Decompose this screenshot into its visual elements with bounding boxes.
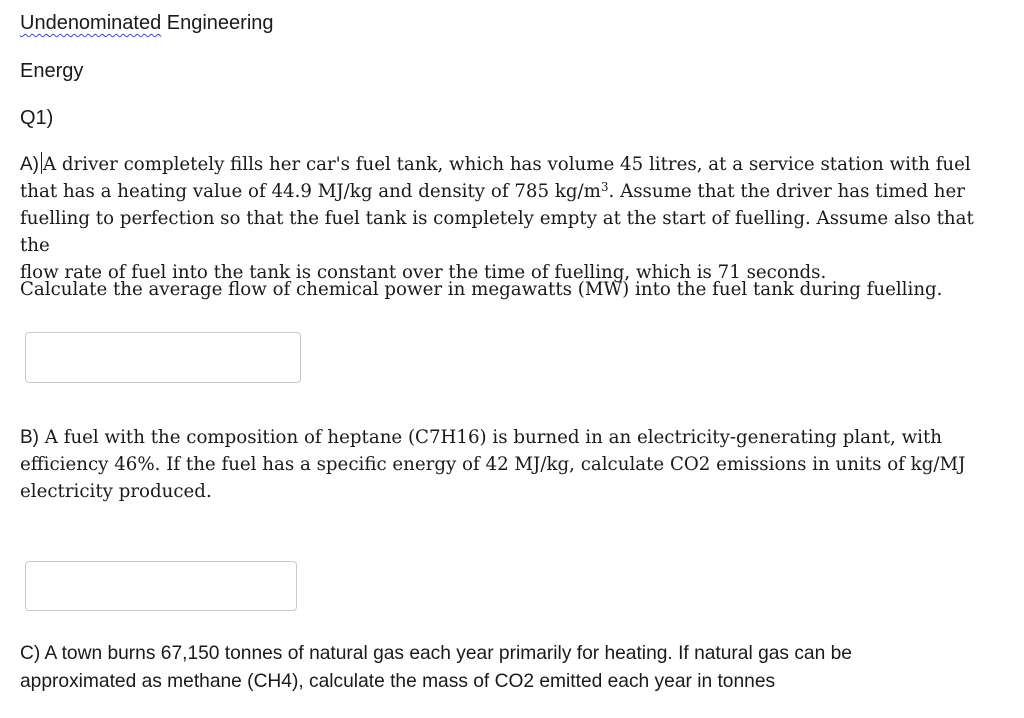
- part-c-line-1: C) A town burns 67,150 tonnes of natural gas each year primarily for heating. If natural gas can be: [20, 643, 852, 664]
- topic-heading: Energy: [20, 60, 84, 82]
- part-a-task: Calculate the average flow of chemical power in megawatts (MW) into the fuel tank during fuelling.: [20, 279, 943, 300]
- part-b-answer-input[interactable]: [25, 561, 297, 611]
- part-a-question: [20, 151, 995, 286]
- part-a-line-2b: . Assume that the driver has timed her: [608, 181, 965, 202]
- part-c-question: [20, 640, 995, 696]
- part-b-question: [20, 424, 995, 505]
- part-a-line-1: A driver completely fills her car's fuel tank, which has volume 45 litres, at a service station with fuel: [43, 154, 971, 175]
- part-b-label: B): [20, 427, 39, 448]
- course-title-word-misspelled: Undenominated: [20, 12, 162, 34]
- part-a-answer-input[interactable]: [25, 332, 301, 383]
- part-b-line-1: A fuel with the composition of heptane (C7H16) is burned in an electricity-generating plant, with: [44, 427, 943, 448]
- text-cursor: [41, 152, 42, 174]
- part-b-line-2: efficiency 46%. If the fuel has a specific energy of 42 MJ/kg, calculate CO2 emissions in units of kg/MJ: [20, 454, 966, 475]
- question-number: Q1): [20, 107, 54, 129]
- part-b-line-3: electricity produced.: [20, 481, 212, 502]
- part-a-label: A): [20, 154, 39, 175]
- course-title: [20, 10, 274, 36]
- part-a-line-2a: that has a heating value of 44.9 MJ/kg and density of 785 kg/m: [20, 181, 601, 202]
- part-c-line-2: approximated as methane (CH4), calculate the mass of CO2 emitted each year in tonnes: [20, 671, 776, 692]
- superscript-3: 3: [600, 180, 609, 194]
- part-a-line-4: flow rate of fuel into the tank is constant over the time of fuelling, which is 71 seconds.: [20, 262, 827, 283]
- course-title-word: Engineering: [166, 12, 274, 34]
- part-a-line-3: fuelling to perfection so that the fuel tank is completely empty at the start of fuelling. Assume also that the: [20, 208, 974, 256]
